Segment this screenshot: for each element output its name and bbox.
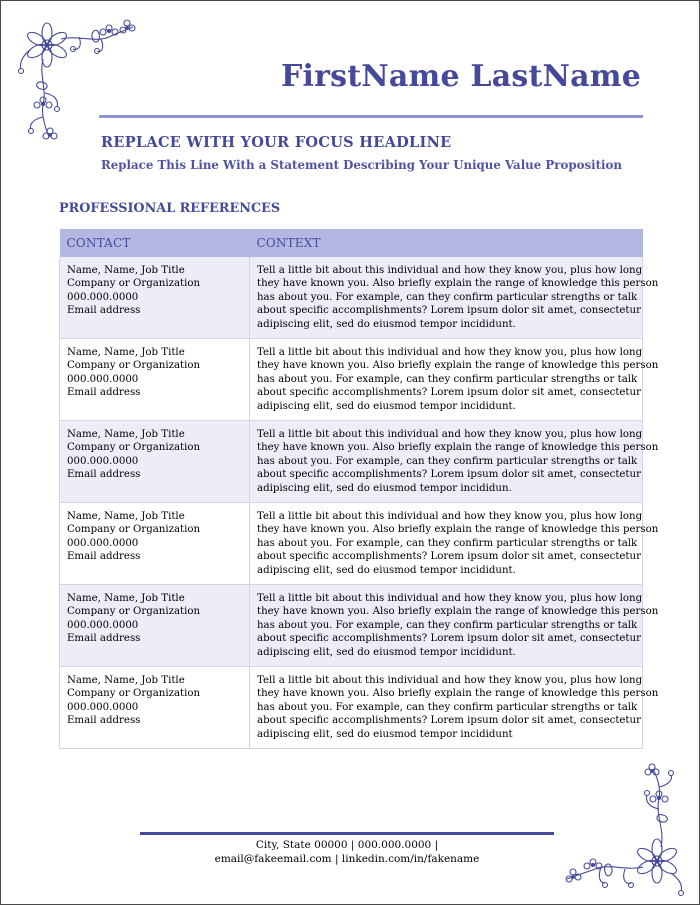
reference-context [250, 503, 659, 585]
contact-line: Name, Name, Job Title [67, 593, 185, 604]
context-line: has about you. For example, can they confirm particular strengths or talk [257, 701, 638, 713]
context-line: Tell a little bit about this individual and how they know you, plus how long [257, 429, 643, 440]
contact-line: Email address [67, 633, 141, 645]
reference-contact [60, 421, 250, 503]
context-line: about specific accomplishments? Lorem ipsum dolor sit amet, consectetur [257, 469, 641, 481]
contact-line: Name, Name, Job Title [67, 675, 185, 686]
focus-headline: REPLACE WITH YOUR FOCUS HEADLINE [101, 134, 452, 151]
reference-context [250, 257, 659, 339]
contact-line: Company or Organization [67, 606, 201, 618]
column-header-context: CONTEXT [250, 229, 643, 257]
table-row [60, 585, 643, 667]
contact-line: 000.000.0000 [67, 537, 139, 549]
context-line: about specific accomplishments? Lorem ipsum dolor sit amet, consectetur [257, 633, 641, 645]
context-line: has about you. For example, can they confirm particular strengths or talk [257, 455, 638, 467]
reference-context [250, 667, 659, 749]
contact-line: Name, Name, Job Title [67, 511, 185, 522]
contact-line: 000.000.0000 [67, 291, 139, 303]
contact-line: Email address [67, 551, 141, 563]
floral-corner-icon [561, 763, 691, 898]
context-line: about specific accomplishments? Lorem ipsum dolor sit amet, consectetur [257, 305, 641, 317]
context-line: Tell a little bit about this individual and how they know you, plus how long [257, 593, 643, 604]
reference-contact [60, 257, 250, 339]
context-line: adipiscing elit, sed do eiusmod tempor incididunt. [257, 400, 516, 412]
contact-line: Company or Organization [67, 442, 201, 454]
context-line: they have known you. Also briefly explain the range of knowledge this person [257, 688, 659, 700]
candidate-name: FirstName LastName [281, 59, 641, 94]
contact-line: Email address [67, 305, 141, 317]
references-table [59, 229, 659, 749]
context-line: adipiscing elit, sed do eiusmod tempor incididunt. [257, 564, 516, 576]
contact-line: 000.000.0000 [67, 455, 139, 467]
context-line: they have known you. Also briefly explain the range of knowledge this person [257, 278, 659, 290]
context-line: about specific accomplishments? Lorem ipsum dolor sit amet, consectetur [257, 551, 641, 563]
context-line: they have known you. Also briefly explain the range of knowledge this person [257, 606, 659, 618]
section-title: PROFESSIONAL REFERENCES [59, 201, 281, 216]
contact-line: 000.000.0000 [67, 619, 139, 631]
contact-line: 000.000.0000 [67, 373, 139, 385]
contact-line: Company or Organization [67, 360, 201, 372]
context-line: Tell a little bit about this individual and how they know you, plus how long [257, 675, 643, 686]
contact-line: Name, Name, Job Title [67, 429, 185, 440]
context-line: has about you. For example, can they confirm particular strengths or talk [257, 373, 638, 385]
contact-line: Email address [67, 715, 141, 727]
footer-email-linkedin: email@fakeemail.com | linkedin.com/in/fakename [214, 853, 480, 865]
footer-divider [140, 832, 554, 835]
contact-line: Company or Organization [67, 524, 201, 536]
reference-contact [60, 503, 250, 585]
context-line: has about you. For example, can they confirm particular strengths or talk [257, 619, 638, 631]
context-line: adipiscing elit, sed do eiusmod tempor incididunt [257, 728, 513, 740]
table-row [60, 339, 643, 421]
context-line: about specific accomplishments? Lorem ipsum dolor sit amet, consectetur [257, 715, 641, 727]
context-line: they have known you. Also briefly explain the range of knowledge this person [257, 524, 659, 536]
reference-contact [60, 585, 250, 667]
contact-line: Name, Name, Job Title [67, 265, 185, 276]
context-line: Tell a little bit about this individual and how they know you, plus how long [257, 265, 643, 276]
contact-line: 000.000.0000 [67, 701, 139, 713]
context-line: Tell a little bit about this individual and how they know you, plus how long [257, 511, 643, 522]
footer-address-phone: City, State 00000 | 000.000.0000 | [255, 839, 439, 851]
contact-line: Company or Organization [67, 278, 201, 290]
contact-line: Email address [67, 387, 141, 399]
column-header-contact: CONTACT [60, 229, 250, 257]
context-line: has about you. For example, can they confirm particular strengths or talk [257, 291, 638, 303]
header-divider [99, 115, 643, 118]
context-line: adipiscing elit, sed do eiusmod tempor incididunt. [257, 318, 516, 330]
table-row [60, 667, 643, 749]
contact-line: Company or Organization [67, 688, 201, 700]
reference-context [250, 421, 659, 503]
reference-contact [60, 667, 250, 749]
table-header-row [60, 229, 643, 257]
contact-line: Email address [67, 469, 141, 481]
context-line: they have known you. Also briefly explain the range of knowledge this person [257, 442, 659, 454]
reference-context [250, 585, 659, 667]
context-line: has about you. For example, can they confirm particular strengths or talk [257, 537, 638, 549]
table-row [60, 257, 643, 339]
context-line: adipiscing elit, sed do eiusmod tempor incididun. [257, 482, 512, 494]
reference-context [250, 339, 659, 421]
context-line: Tell a little bit about this individual and how they know you, plus how long [257, 347, 643, 358]
reference-contact [60, 339, 250, 421]
floral-corner-icon [9, 9, 139, 144]
table-row [60, 421, 643, 503]
context-line: they have known you. Also briefly explain the range of knowledge this person [257, 360, 659, 372]
context-line: about specific accomplishments? Lorem ipsum dolor sit amet, consectetur [257, 387, 641, 399]
contact-footer [140, 838, 554, 866]
context-line: adipiscing elit, sed do eiusmod tempor incididunt. [257, 646, 516, 658]
value-proposition: Replace This Line With a Statement Describing Your Unique Value Proposition [101, 158, 622, 172]
contact-line: Name, Name, Job Title [67, 347, 185, 358]
table-row [60, 503, 643, 585]
